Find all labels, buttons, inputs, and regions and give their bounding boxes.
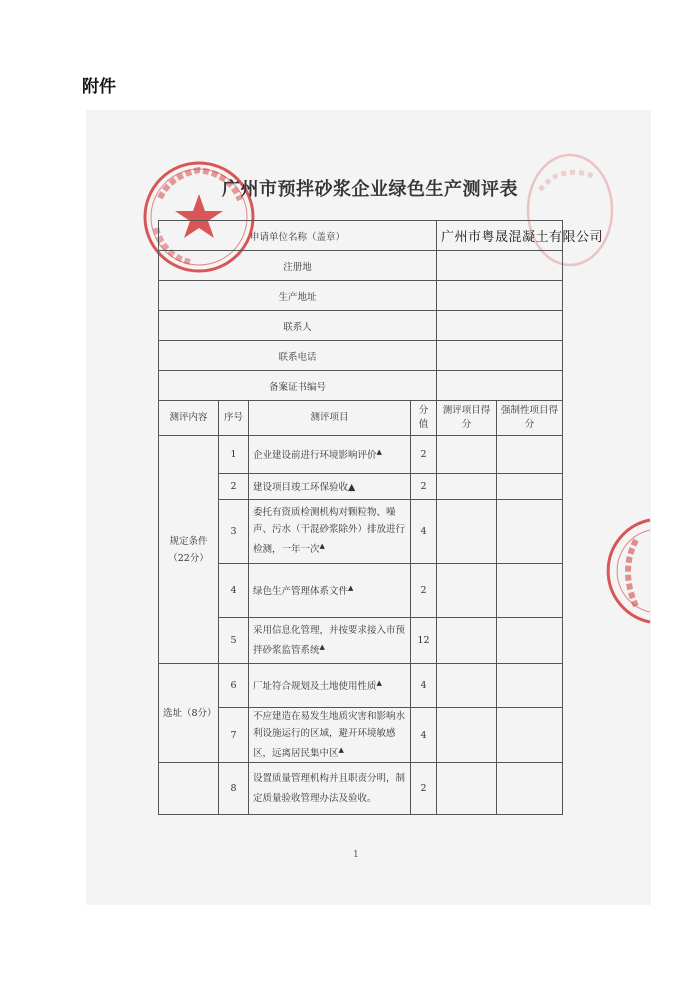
item-text xyxy=(249,436,411,474)
table-row xyxy=(159,763,563,815)
item-seq: 6 xyxy=(219,664,249,708)
group-required-conditions: 规定条件（22分） xyxy=(159,436,219,664)
item-text xyxy=(249,708,411,763)
group-site-selection: 选址（8分） xyxy=(159,664,219,763)
item-score: 2 xyxy=(411,436,437,474)
item-mandatory-score xyxy=(497,500,563,564)
header-mandatory-score: 强制性项目得分 xyxy=(497,401,563,436)
item-eval-score xyxy=(437,474,497,500)
item-mandatory-score xyxy=(497,664,563,708)
registered-place-value xyxy=(437,251,563,281)
item-text xyxy=(249,763,411,815)
item-mandatory-score xyxy=(497,708,563,763)
item-eval-score xyxy=(437,436,497,474)
item-text-body: 采用信息化管理，并按要求接入市预拌砂浆监管系统 xyxy=(253,624,406,657)
table-row xyxy=(159,618,563,664)
certificate-number-label: 备案证书编号 xyxy=(159,371,437,401)
mandatory-mark: ▲ xyxy=(319,642,325,651)
table-row xyxy=(159,664,563,708)
contact-person-label: 联系人 xyxy=(159,311,437,341)
production-address-label: 生产地址 xyxy=(159,281,437,311)
item-score: 2 xyxy=(411,474,437,500)
item-text xyxy=(249,474,411,500)
header-item-score: 测评项目得分 xyxy=(437,401,497,436)
group-blank xyxy=(159,763,219,815)
evaluation-table xyxy=(158,220,604,815)
item-text xyxy=(249,500,411,564)
item-seq: 5 xyxy=(219,618,249,664)
item-seq: 7 xyxy=(219,708,249,763)
item-seq: 3 xyxy=(219,500,249,564)
item-mandatory-score xyxy=(497,474,563,500)
certificate-number-value xyxy=(437,371,563,401)
contact-phone-label: 联系电话 xyxy=(159,341,437,371)
applicant-name-value: 广州市粤晟混凝土有限公司 xyxy=(437,221,563,251)
mandatory-mark: ▲ xyxy=(348,584,354,593)
table-row xyxy=(159,474,563,500)
page-number: 1 xyxy=(353,850,359,860)
mandatory-mark: ▲ xyxy=(376,448,382,457)
applicant-name-label: 申请单位名称（盖章） xyxy=(159,221,437,251)
info-row-certificate xyxy=(159,371,563,401)
item-score: 4 xyxy=(411,708,437,763)
item-mandatory-score xyxy=(497,436,563,474)
attachment-label: 附件 xyxy=(82,77,116,97)
item-mandatory-score xyxy=(497,763,563,815)
mandatory-mark: ▲ xyxy=(376,679,382,688)
item-score: 2 xyxy=(411,564,437,618)
info-row-address xyxy=(159,281,563,311)
item-text-body: 绿色生产管理体系文件 xyxy=(253,586,349,598)
item-eval-score xyxy=(437,564,497,618)
item-seq: 8 xyxy=(219,763,249,815)
item-text-body: 企业建设前进行环境影响评价 xyxy=(253,450,377,462)
mandatory-mark: ▲ xyxy=(319,542,325,551)
item-score: 4 xyxy=(411,664,437,708)
item-text-body: 设置质量管理机构并且职责分明，制定质量验收管理办法及验收。 xyxy=(253,773,406,805)
item-text-body: 厂址符合规划及土地使用性质 xyxy=(253,681,377,693)
info-row-contact xyxy=(159,311,563,341)
table-header-row xyxy=(159,401,563,436)
item-eval-score xyxy=(437,500,497,564)
registered-place-label: 注册地 xyxy=(159,251,437,281)
table-row xyxy=(159,708,563,763)
item-text xyxy=(249,564,411,618)
item-score: 2 xyxy=(411,763,437,815)
edge-seal-right xyxy=(606,516,650,626)
item-text-body: 建设项目竣工环保验收▲ xyxy=(253,482,356,494)
item-score: 12 xyxy=(411,618,437,664)
header-content: 测评内容 xyxy=(159,401,219,436)
item-mandatory-score xyxy=(497,564,563,618)
table-row xyxy=(159,436,563,474)
item-text-body: 不应建造在易发生地质灾害和影响水利设施运行的区域，避开环境敏感区，远离居民集中区 xyxy=(253,711,406,760)
item-text-body: 委托有资质检测机构对颗粒物、噪声、污水（干混砂浆除外）排放进行检测，一年一次 xyxy=(253,507,406,556)
info-row-applicant xyxy=(159,221,563,251)
item-eval-score xyxy=(437,708,497,763)
mandatory-mark: ▲ xyxy=(338,746,344,754)
item-seq: 1 xyxy=(219,436,249,474)
item-eval-score xyxy=(437,763,497,815)
contact-person-value xyxy=(437,311,563,341)
header-item: 测评项目 xyxy=(249,401,411,436)
header-seq: 序号 xyxy=(219,401,249,436)
item-eval-score xyxy=(437,664,497,708)
item-mandatory-score xyxy=(497,618,563,664)
form-title: 广州市预拌砂浆企业绿色生产测评表 xyxy=(222,179,518,200)
info-row-phone xyxy=(159,341,563,371)
header-score: 分值 xyxy=(411,401,437,436)
item-seq: 2 xyxy=(219,474,249,500)
table-row xyxy=(159,500,563,564)
item-seq: 4 xyxy=(219,564,249,618)
contact-phone-value xyxy=(437,341,563,371)
item-eval-score xyxy=(437,618,497,664)
production-address-value xyxy=(437,281,563,311)
item-score: 4 xyxy=(411,500,437,564)
table-row xyxy=(159,564,563,618)
item-text xyxy=(249,618,411,664)
info-row-registered xyxy=(159,251,563,281)
item-text xyxy=(249,664,411,708)
